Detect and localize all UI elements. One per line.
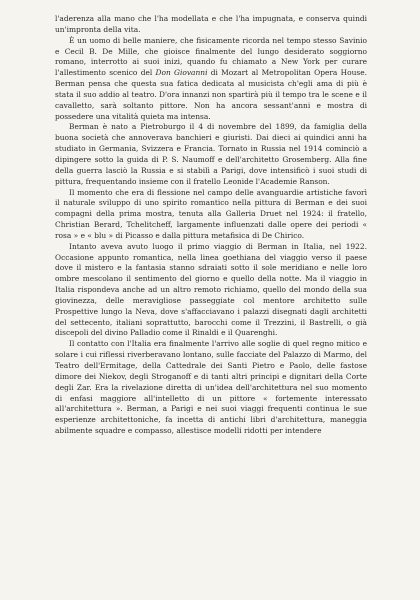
text-run: l'aderenza alla mano che l'ha modellata e che l'ha impugnata, e conserva quindi un'impronta della vita.	[55, 14, 367, 34]
text-run: di Mozart al Metropolitan Opera House. Berman pensa che questa sua fatica dedicata al musicista ch'egli ama di più è stata il suo addio al teatro. D'ora innanzi non spartirà più il tempo tra le scene e il cavalletto, sarà soltanto pittore. Non ha ancora sessant'anni e mostra di possedere una vitalità quieta ma intensa.	[55, 68, 367, 121]
paragraph	[55, 242, 367, 340]
text-run: Il momento che era di flessione nel campo delle avanguardie artistiche favorì il naturale sviluppo di uno spirito romantico nella pittura di Berman e dei suoi compagni della prima mostra, tenuta alla Galleria Druet nel 1924: il fratello, Christian Berard, Tchelitcheff, largamente influenzati dalle opere dei periodi « rosa » e « blu » di Picasso e dalla pittura metafisica di De Chirico.	[55, 187, 367, 240]
paragraph	[55, 122, 367, 187]
italic-title: Don Giovanni	[155, 68, 208, 78]
paragraph	[55, 36, 367, 123]
text-run: Berman è nato a Pietroburgo il 4 di novembre del 1899, da famiglia della buona società che annoverava banchieri e giuristi. Dai dieci ai quindici anni ha studiato in Germania, Svizzera e Francia. Tornato in Russia nel 1914 cominciò a dipingere sotto la guida di P. S. Naumoff e dell'architetto Grosemberg. Alla fine della guerra lasciò la Russia e si stabilì a Parigi, dove intensificò i suoi studi di pittura, frequentando insieme con il fratello Leonide l'Academie Ranson.	[55, 122, 367, 186]
paragraph	[55, 339, 367, 437]
body-text	[55, 14, 367, 437]
paragraph	[55, 188, 367, 242]
text-run: Intanto aveva avuto luogo il primo viaggio di Berman in Italia, nel 1922. Occasione appunto romantica, nella linea goethiana del viaggio verso il paese dove il mistero e la fantasia stanno sdraiati sotto il sole meridiano e nelle loro ombre mescolano il sentimento del giorno e quello della notte. Ma il viaggio in Italia rispondeva anche ad un altro remoto richiamo, quello del mondo della sua giovinezza, delle meravigliose passeggiate col mentore architetto sulle Prospettive lungo la Neva, dove s'affacciavano i palazzi disegnati dagli architetti del settecento, italiani soprattutto, barocchi come il Trezzini, il Bastrelli, o già discepoli del divino Palladio come il Rinaldi e il Quarenghi.	[55, 241, 367, 338]
text-run: Il contatto con l'Italia era finalmente l'arrivo alle soglie di quel regno mitico e solare i cui riflessi riverberavano lontano, sulle facciate del Palazzo di Marmo, del Teatro dell'Ermitage, della Cattedrale dei Santi Pietro e Paolo, delle fastose dimore dei Niekov, degli Stroganoff e di tanti altri principi e dignitari della Corte degli Zar. Era la rivelazione diretta di un'idea dell'architettura nel suo momento di enfasi maggiore all'intelletto di un pittore « fortemente interessato all'architettura ». Berman, a Parigi e nei suoi viaggi frequenti continua le sue esperienze architettoniche, fa incetta di antichi libri d'architettura, maneggia abilmente squadre e compasso, allestisce modelli ridotti per intendere	[55, 339, 367, 436]
paragraph	[55, 14, 367, 36]
text-run: È un uomo di belle maniere, che fisicamente ricorda nel tempo stesso Savinio e Cecil B. De Mille, che gioisce finalmente del lungo desiderato soggiorno romano, interrotto ai suoi inizi, quando fu chiamato a New York per curare l'allestimento scenico del	[55, 35, 367, 78]
